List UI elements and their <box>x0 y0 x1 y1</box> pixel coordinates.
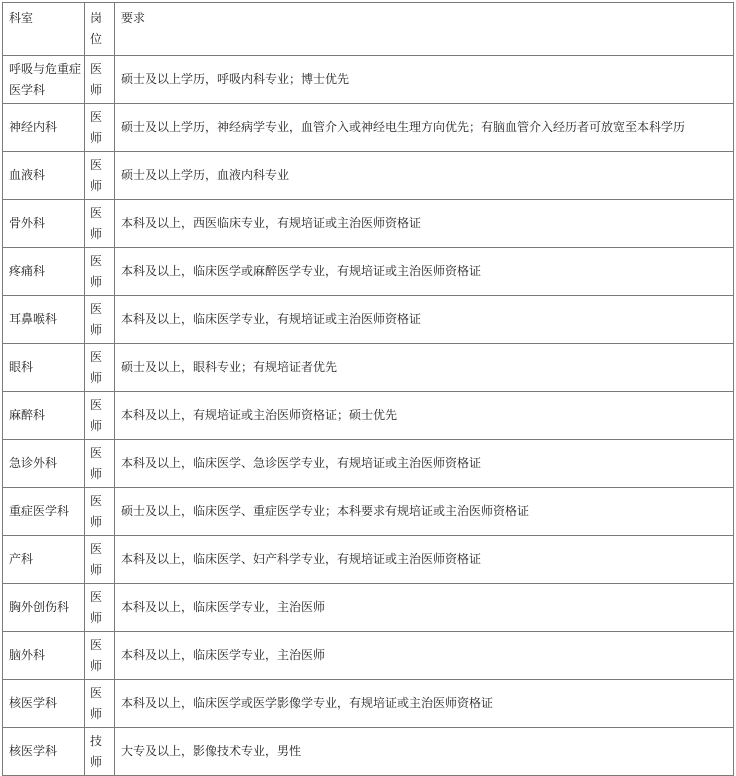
department-cell: 急诊外科 <box>3 440 85 488</box>
department-cell: 耳鼻喉科 <box>3 296 85 344</box>
requirement-cell: 硕士及以上，临床医学、重症医学专业；本科要求有规培证或主治医师资格证 <box>115 488 734 536</box>
department-cell: 麻醉科 <box>3 392 85 440</box>
department-cell: 核医学科 <box>3 680 85 728</box>
table-row <box>3 632 734 680</box>
department-cell: 血液科 <box>3 152 85 200</box>
table-row <box>3 584 734 632</box>
table-header-row <box>3 3 734 56</box>
position-cell: 医师 <box>85 296 115 344</box>
position-cell: 医师 <box>85 200 115 248</box>
requirement-cell: 本科及以上，临床医学专业，有规培证或主治医师资格证 <box>115 296 734 344</box>
requirement-cell: 本科及以上，临床医学或医学影像学专业，有规培证或主治医师资格证 <box>115 680 734 728</box>
department-cell: 产科 <box>3 536 85 584</box>
table-row <box>3 56 734 104</box>
department-cell: 眼科 <box>3 344 85 392</box>
position-cell: 医师 <box>85 392 115 440</box>
table-row <box>3 440 734 488</box>
position-cell: 医师 <box>85 536 115 584</box>
table-row <box>3 104 734 152</box>
requirement-cell: 本科及以上，临床医学或麻醉医学专业，有规培证或主治医师资格证 <box>115 248 734 296</box>
table-body <box>3 3 734 776</box>
department-cell: 脑外科 <box>3 632 85 680</box>
position-cell: 医师 <box>85 56 115 104</box>
department-cell: 胸外创伤科 <box>3 584 85 632</box>
recruitment-table <box>2 2 734 776</box>
header-position: 岗位 <box>85 3 115 56</box>
table-row <box>3 536 734 584</box>
table-row <box>3 344 734 392</box>
requirement-cell: 本科及以上，有规培证或主治医师资格证；硕士优先 <box>115 392 734 440</box>
requirement-cell: 硕士及以上学历，呼吸内科专业；博士优先 <box>115 56 734 104</box>
position-cell: 技师 <box>85 728 115 776</box>
requirement-cell: 本科及以上，临床医学、急诊医学专业，有规培证或主治医师资格证 <box>115 440 734 488</box>
position-cell: 医师 <box>85 152 115 200</box>
department-cell: 神经内科 <box>3 104 85 152</box>
table-row <box>3 392 734 440</box>
header-requirement: 要求 <box>115 3 734 56</box>
position-cell: 医师 <box>85 344 115 392</box>
table-row <box>3 728 734 776</box>
department-cell: 核医学科 <box>3 728 85 776</box>
table-row <box>3 200 734 248</box>
header-department: 科室 <box>3 3 85 56</box>
table-row <box>3 248 734 296</box>
requirement-cell: 本科及以上，临床医学专业，主治医师 <box>115 584 734 632</box>
table-row <box>3 488 734 536</box>
requirement-cell: 硕士及以上学历，神经病学专业，血管介入或神经电生理方向优先；有脑血管介入经历者可放宽至本科学历 <box>115 104 734 152</box>
table-row <box>3 152 734 200</box>
table-row <box>3 296 734 344</box>
position-cell: 医师 <box>85 440 115 488</box>
position-cell: 医师 <box>85 488 115 536</box>
position-cell: 医师 <box>85 632 115 680</box>
department-cell: 呼吸与危重症医学科 <box>3 56 85 104</box>
position-cell: 医师 <box>85 584 115 632</box>
department-cell: 疼痛科 <box>3 248 85 296</box>
requirement-cell: 本科及以上，西医临床专业，有规培证或主治医师资格证 <box>115 200 734 248</box>
requirement-cell: 硕士及以上，眼科专业；有规培证者优先 <box>115 344 734 392</box>
position-cell: 医师 <box>85 680 115 728</box>
requirement-cell: 本科及以上，临床医学、妇产科学专业，有规培证或主治医师资格证 <box>115 536 734 584</box>
requirement-cell: 大专及以上，影像技术专业，男性 <box>115 728 734 776</box>
table-row <box>3 680 734 728</box>
requirement-cell: 硕士及以上学历，血液内科专业 <box>115 152 734 200</box>
position-cell: 医师 <box>85 248 115 296</box>
department-cell: 重症医学科 <box>3 488 85 536</box>
requirement-cell: 本科及以上，临床医学专业，主治医师 <box>115 632 734 680</box>
position-cell: 医师 <box>85 104 115 152</box>
department-cell: 骨外科 <box>3 200 85 248</box>
